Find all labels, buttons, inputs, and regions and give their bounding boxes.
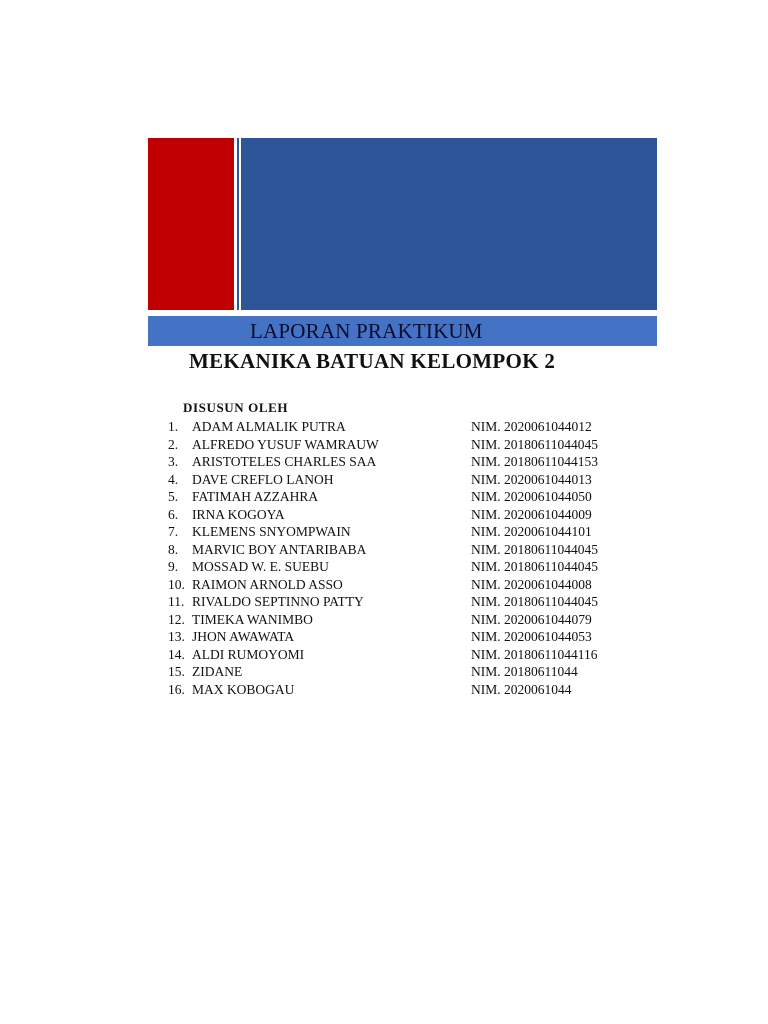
member-number: 11.: [168, 594, 185, 609]
member-nim: NIM. 2020061044079: [471, 611, 592, 627]
member-row: [168, 611, 628, 629]
member-nim: NIM. 2020061044053: [471, 629, 592, 644]
member-name: IRNA KOGOYA: [192, 506, 285, 522]
member-number: 4.: [168, 471, 179, 487]
report-title: LAPORAN PRAKTIKUM: [250, 319, 483, 343]
member-name: ADAM ALMALIK PUTRA: [192, 419, 346, 434]
member-nim: NIM. 2020061044101: [471, 524, 592, 539]
member-number: 7.: [168, 524, 179, 539]
member-nim: NIM. 20180611044045: [471, 559, 598, 574]
member-number: 6.: [168, 506, 179, 522]
member-number: 13.: [168, 629, 185, 644]
member-row: [168, 523, 628, 541]
member-number: 2.: [168, 436, 179, 452]
member-row: [168, 471, 628, 489]
cover-banner: [148, 138, 657, 310]
member-row: [168, 506, 628, 524]
member-name: RIVALDO SEPTINNO PATTY: [192, 594, 364, 609]
member-nim: NIM. 2020061044: [471, 681, 572, 697]
member-number: 5.: [168, 489, 179, 504]
member-row: [168, 418, 628, 436]
member-name: MARVIC BOY ANTARIBABA: [192, 541, 367, 557]
member-nim: NIM. 20180611044: [471, 664, 578, 679]
member-number: 16.: [168, 681, 185, 697]
member-nim: NIM. 2020061044050: [471, 489, 592, 504]
member-row: [168, 541, 628, 559]
member-row: [168, 681, 628, 699]
member-row: [168, 663, 628, 681]
member-nim: NIM. 2020061044013: [471, 471, 592, 487]
member-row: [168, 453, 628, 471]
member-name: ALDI RUMOYOMI: [192, 646, 305, 662]
member-row: [168, 576, 628, 594]
member-name: ALFREDO YUSUF WAMRAUW: [192, 436, 379, 452]
member-name: MOSSAD W. E. SUEBU: [192, 559, 329, 574]
report-subtitle: MEKANIKA BATUAN KELOMPOK 2: [189, 349, 556, 373]
member-nim: NIM. 20180611044153: [471, 454, 598, 469]
banner-blue-block: [241, 138, 657, 310]
member-number: 14.: [168, 646, 185, 662]
member-name: FATIMAH AZZAHRA: [192, 489, 319, 504]
member-number: 3.: [168, 454, 179, 469]
member-nim: NIM. 20180611044045: [471, 594, 598, 609]
member-number: 9.: [168, 559, 179, 574]
member-row: [168, 646, 628, 664]
member-number: 10.: [168, 576, 185, 592]
member-number: 8.: [168, 541, 179, 557]
member-name: MAX KOBOGAU: [192, 681, 295, 697]
banner-red-block: [148, 138, 234, 310]
member-nim: NIM. 2020061044008: [471, 576, 592, 592]
banner-divider-line: [237, 138, 239, 310]
member-name: JHON AWAWATA: [192, 629, 295, 644]
member-row: [168, 628, 628, 646]
member-row: [168, 436, 628, 454]
member-row: [168, 593, 628, 611]
member-list: [168, 418, 628, 698]
member-name: TIMEKA WANIMBO: [192, 611, 313, 627]
title-bar: [148, 316, 657, 346]
member-nim: NIM. 2020061044009: [471, 506, 592, 522]
member-number: 1.: [168, 419, 179, 434]
member-nim: NIM. 20180611044116: [471, 646, 598, 662]
authored-by-heading: DISUSUN OLEH: [183, 400, 289, 415]
member-name: DAVE CREFLO LANOH: [192, 471, 334, 487]
member-number: 15.: [168, 664, 185, 679]
member-name: RAIMON ARNOLD ASSO: [192, 576, 343, 592]
member-row: [168, 558, 628, 576]
member-nim: NIM. 20180611044045: [471, 436, 598, 452]
member-nim: NIM. 2020061044012: [471, 419, 592, 434]
member-name: KLEMENS SNYOMPWAIN: [192, 524, 351, 539]
member-nim: NIM. 20180611044045: [471, 541, 598, 557]
member-name: ZIDANE: [192, 664, 243, 679]
member-number: 12.: [168, 611, 185, 627]
member-name: ARISTOTELES CHARLES SAA: [192, 454, 377, 469]
member-row: [168, 488, 628, 506]
